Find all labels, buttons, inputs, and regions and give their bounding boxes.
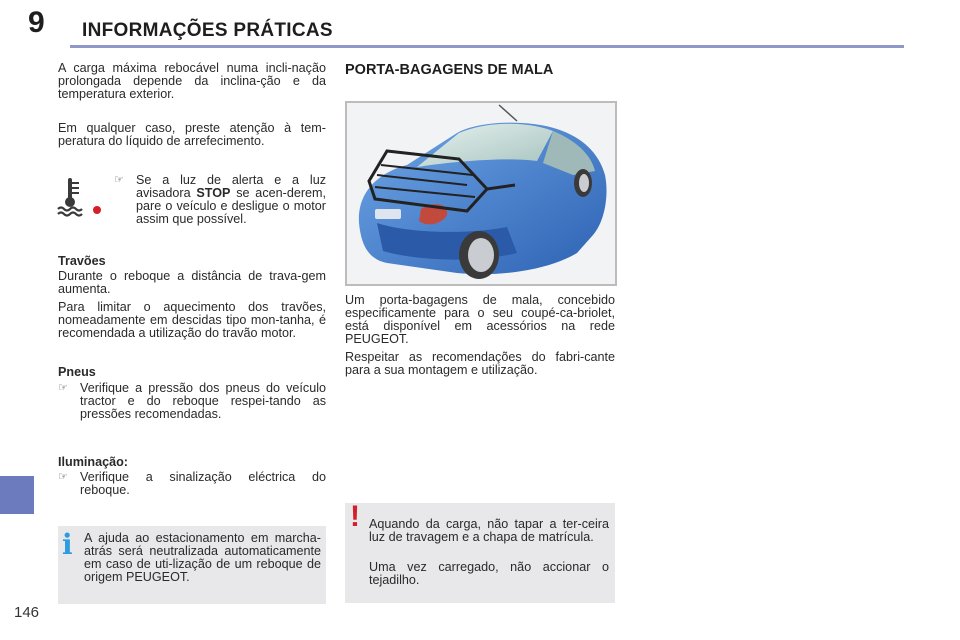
chapter-title: INFORMAÇÕES PRÁTICAS [82, 20, 333, 41]
bullet-pointer-icon: ☞ [58, 471, 68, 483]
coolant-warning-bullet [114, 174, 326, 226]
tyres-bullet-text: Verifique a pressão dos pneus do veículo tractor e do reboque respei-tando as pressões recomendadas. [80, 381, 326, 421]
brakes-paragraph-1: Durante o reboque a distância de trava-gem aumenta. [58, 269, 326, 296]
coolant-warning-text: Se a luz de alerta e a luz avisadora STOP se acen-derem, pare o veículo e desligue o motor assim que possível. [136, 173, 327, 226]
boot-rack-paragraph-1: Um porta-bagagens de mala, concebido especificamente para o seu coupé-ca-briolet, está disponível em acessórios na rede PEUGEOT. [345, 293, 615, 346]
bullet-pointer-icon: ☞ [114, 174, 124, 186]
lighting-bullet [58, 471, 326, 497]
convertible-car-with-boot-rack-image [345, 101, 617, 286]
tyres-heading: Pneus [58, 365, 96, 379]
intro-paragraph: A carga máxima rebocável numa incli-nação prolongada depende da inclina-ção e da temperatura exterior. [58, 61, 326, 101]
brakes-paragraph-2: Para limitar o aquecimento dos travões, nomeadamente em descidas tipo mon-tanha, é recomendada a utilização do travão motor. [58, 300, 326, 340]
lighting-bullet-text: Verifique a sinalização eléctrica do reboque. [80, 470, 326, 497]
info-icon: i [62, 528, 73, 561]
boot-rack-paragraph-2: Respeitar as recomendações do fabri-cante para a sua montagem e utilização. [345, 350, 615, 377]
alert-paragraph-1: Aquando da carga, não tapar a ter-ceira luz de travagem e a chapa de matrícula. [369, 517, 609, 544]
chapter-side-tab [0, 476, 34, 514]
brakes-heading: Travões [58, 254, 106, 268]
section-title: PORTA-BAGAGENS DE MALA [345, 62, 554, 78]
lighting-heading: Iluminação: [58, 455, 128, 469]
temperature-paragraph: Em qualquer caso, preste atenção à tem-peratura do líquido de arrefecimento. [58, 121, 326, 148]
bullet-pointer-icon: ☞ [58, 382, 68, 394]
chapter-number: 9 [28, 6, 45, 39]
coolant-temperature-icon [55, 174, 107, 220]
alert-paragraph-2: Uma vez carregado, não accionar o tejadilho. [369, 560, 609, 587]
tyres-bullet [58, 382, 326, 421]
exclamation-icon: ! [350, 500, 360, 533]
header-rule [70, 45, 904, 48]
info-note-text: A ajuda ao estacionamento em marcha-atrás será neutralizada automaticamente em caso de uti-lização de um reboque de origem PEUGEOT. [84, 531, 321, 584]
page-number: 146 [14, 604, 40, 621]
stop-label: STOP [196, 186, 231, 200]
